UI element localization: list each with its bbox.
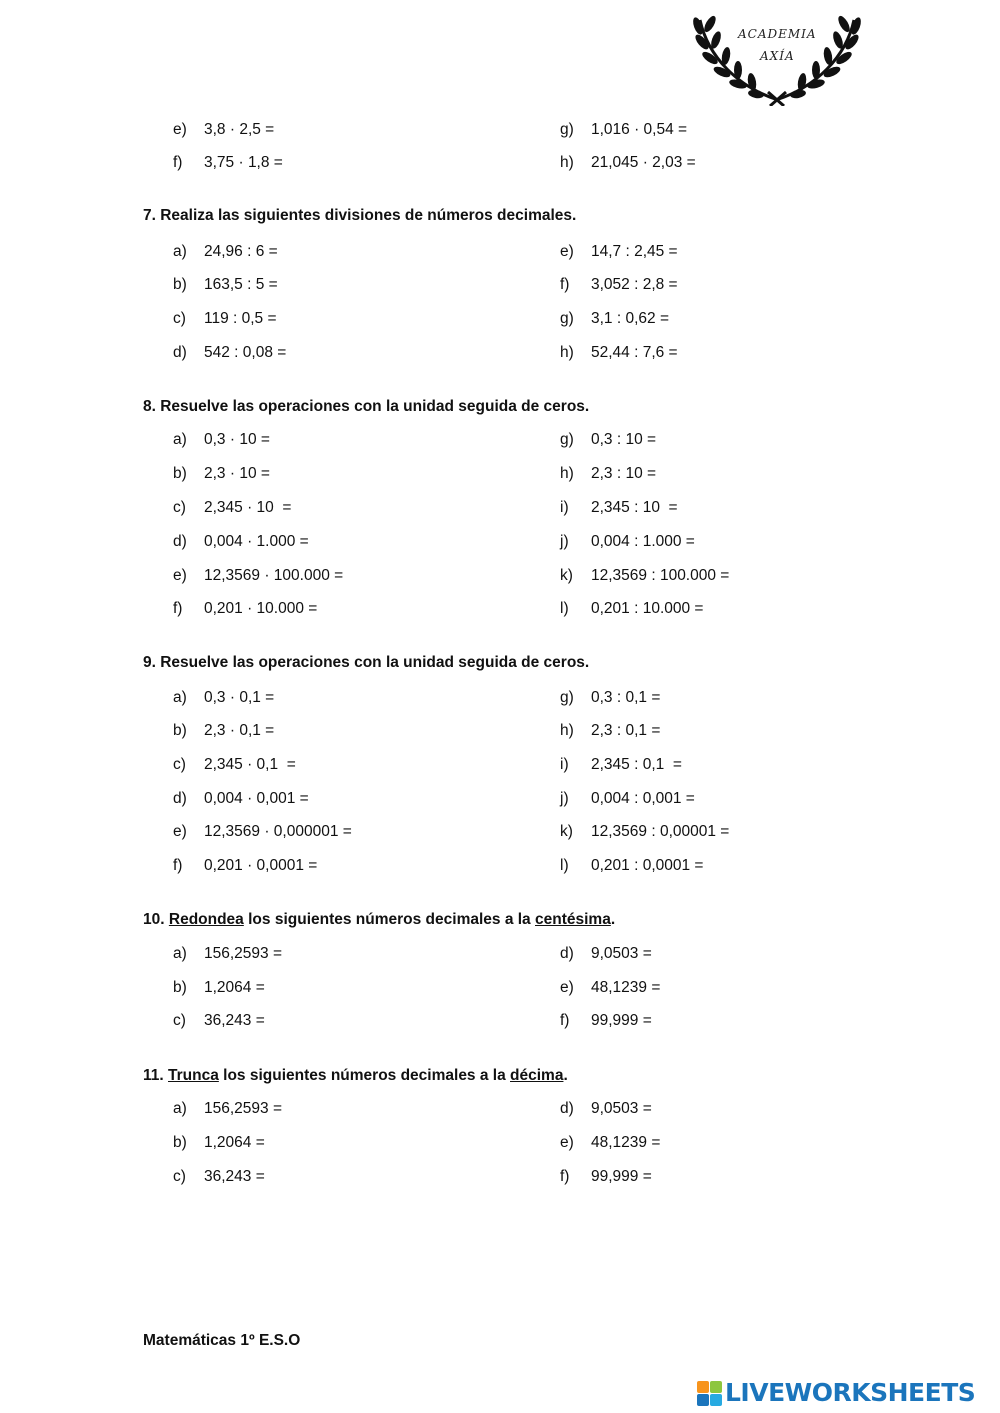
exercise-item: l) 0,201 : 10.000 = (560, 600, 704, 617)
exercise-item: a) 0,3 · 10 = (173, 431, 270, 448)
exercise-item: a) 156,2593 = (173, 945, 283, 962)
exercise-item: b) 2,3 · 10 = (173, 465, 270, 482)
exercise-11-heading: 11. Trunca los siguientes números decimales a la décima. (143, 1067, 568, 1084)
exercise-item: e) 3,8 · 2,5 = (173, 121, 275, 138)
exercise-item: j) 0,004 : 0,001 = (560, 790, 695, 807)
exercise-item: f) 99,999 = (560, 1012, 652, 1029)
exercise-item: a) 24,96 : 6 = (173, 243, 278, 260)
exercise-item: c) 119 : 0,5 = (173, 310, 277, 327)
exercise-item: e) 12,3569 · 100.000 = (173, 567, 344, 584)
exercise-item: c) 2,345 · 0,1 = (173, 756, 296, 773)
exercise-item: d) 9,0503 = (560, 1100, 652, 1117)
exercise-item: c) 36,243 = (173, 1012, 265, 1029)
liveworksheets-logo (697, 1377, 997, 1411)
exercise-item: h) 21,045 · 2,03 = (560, 154, 696, 171)
exercise-item: d) 0,004 · 1.000 = (173, 533, 309, 550)
page-footer: Matemáticas 1º E.S.O (143, 1332, 301, 1349)
exercise-10-heading: 10. Redondea los siguientes números decimales a la centésima. (143, 911, 616, 928)
exercise-item: j) 0,004 : 1.000 = (560, 533, 695, 550)
exercise-item: f) 3,052 : 2,8 = (560, 276, 678, 293)
exercise-item: k) 12,3569 : 0,00001 = (560, 823, 730, 840)
logo-text-line1: ACADEMIA (738, 27, 817, 41)
keyword-trunca: Trunca (168, 1067, 219, 1084)
exercise-item: h) 2,3 : 10 = (560, 465, 657, 482)
exercise-9-heading: 9. Resuelve las operaciones con la unidad seguida de ceros. (143, 654, 590, 671)
exercise-item: i) 2,345 : 10 = (560, 499, 678, 516)
exercise-item: f) 0,201 · 0,0001 = (173, 857, 318, 874)
exercise-7-heading: 7. Realiza las siguientes divisiones de números decimales. (143, 207, 577, 224)
exercise-item: f) 99,999 = (560, 1168, 652, 1185)
exercise-item: b) 1,2064 = (173, 979, 265, 996)
exercise-item: h) 52,44 : 7,6 = (560, 344, 678, 361)
exercise-item: d) 0,004 · 0,001 = (173, 790, 309, 807)
liveworksheets-grid-icon (697, 1381, 723, 1407)
exercise-item: l) 0,201 : 0,0001 = (560, 857, 704, 874)
exercise-item: k) 12,3569 : 100.000 = (560, 567, 730, 584)
keyword-redondea: Redondea (168, 911, 244, 928)
exercise-item: a) 156,2593 = (173, 1100, 283, 1117)
exercise-item: a) 0,3 · 0,1 = (173, 689, 275, 706)
exercise-item: c) 2,345 · 10 = (173, 499, 292, 516)
keyword-centesima: centésima (535, 911, 611, 928)
exercise-item: h) 2,3 : 0,1 = (560, 722, 661, 739)
exercise-8-heading: 8. Resuelve las operaciones con la unidad seguida de ceros. (143, 398, 590, 415)
logo-text-line2: AXÍA (760, 49, 795, 63)
exercise-item: e) 14,7 : 2,45 = (560, 243, 678, 260)
exercise-item: c) 36,243 = (173, 1168, 265, 1185)
exercise-item: g) 0,3 : 0,1 = (560, 689, 661, 706)
exercise-item: e) 48,1239 = (560, 1134, 661, 1151)
exercise-item: b) 2,3 · 0,1 = (173, 722, 275, 739)
academia-axia-logo (688, 12, 866, 106)
keyword-decima: décima (510, 1067, 564, 1084)
liveworksheets-wordmark: LIVEWORKSHEETS (725, 1378, 976, 1407)
exercise-item: b) 1,2064 = (173, 1134, 265, 1151)
exercise-item: e) 12,3569 · 0,000001 = (173, 823, 352, 840)
exercise-item: g) 0,3 : 10 = (560, 431, 657, 448)
exercise-item: g) 1,016 · 0,54 = (560, 121, 688, 138)
exercise-item: f) 0,201 · 10.000 = (173, 600, 318, 617)
exercise-item: g) 3,1 : 0,62 = (560, 310, 669, 327)
exercise-item: f) 3,75 · 1,8 = (173, 154, 283, 171)
exercise-item: d) 542 : 0,08 = (173, 344, 287, 361)
exercise-item: b) 163,5 : 5 = (173, 276, 278, 293)
exercise-item: e) 48,1239 = (560, 979, 661, 996)
exercise-item: i) 2,345 : 0,1 = (560, 756, 682, 773)
exercise-item: d) 9,0503 = (560, 945, 652, 962)
